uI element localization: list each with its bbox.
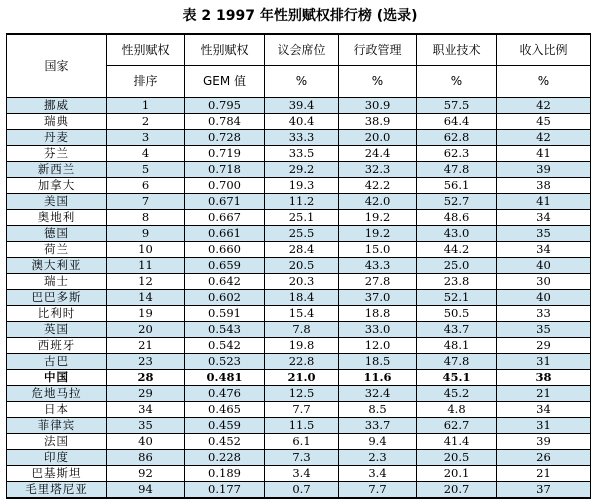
cell-tech-share: 62.3 <box>417 146 497 162</box>
cell-parliament-share: 6.1 <box>265 434 339 450</box>
cell-admin-share: 15.0 <box>339 242 417 258</box>
cell-gem-value: 0.459 <box>185 418 265 434</box>
cell-gem-value: 0.481 <box>185 370 265 386</box>
table-row <box>7 226 591 242</box>
cell-rank: 4 <box>107 146 185 162</box>
cell-parliament-share: 0.7 <box>265 482 339 499</box>
cell-country: 印度 <box>7 450 107 466</box>
table-row <box>7 290 591 306</box>
cell-rank: 34 <box>107 402 185 418</box>
cell-admin-share: 38.9 <box>339 114 417 130</box>
cell-rank: 3 <box>107 130 185 146</box>
cell-income-ratio: 31 <box>497 418 591 434</box>
cell-tech-share: 43.7 <box>417 322 497 338</box>
cell-gem-value: 0.719 <box>185 146 265 162</box>
cell-income-ratio: 30 <box>497 274 591 290</box>
cell-country: 荷兰 <box>7 242 107 258</box>
header-rank-line2: 排序 <box>107 66 185 98</box>
cell-admin-share: 3.4 <box>339 466 417 482</box>
cell-country: 危地马拉 <box>7 386 107 402</box>
cell-rank: 1 <box>107 98 185 114</box>
cell-tech-share: 47.8 <box>417 162 497 178</box>
cell-gem-value: 0.659 <box>185 258 265 274</box>
table-row <box>7 338 591 354</box>
cell-gem-value: 0.542 <box>185 338 265 354</box>
cell-tech-share: 43.0 <box>417 226 497 242</box>
header-parliament-line1: 议会席位 <box>265 34 339 66</box>
cell-country: 毛里塔尼亚 <box>7 482 107 499</box>
cell-income-ratio: 38 <box>497 370 591 386</box>
cell-rank: 5 <box>107 162 185 178</box>
cell-gem-value: 0.543 <box>185 322 265 338</box>
cell-admin-share: 30.9 <box>339 98 417 114</box>
cell-country: 日本 <box>7 402 107 418</box>
cell-country: 奥地利 <box>7 210 107 226</box>
cell-gem-value: 0.602 <box>185 290 265 306</box>
cell-rank: 14 <box>107 290 185 306</box>
table-row <box>7 354 591 370</box>
cell-admin-share: 32.4 <box>339 386 417 402</box>
cell-admin-share: 27.8 <box>339 274 417 290</box>
cell-admin-share: 33.0 <box>339 322 417 338</box>
cell-admin-share: 43.3 <box>339 258 417 274</box>
cell-tech-share: 47.8 <box>417 354 497 370</box>
cell-parliament-share: 7.8 <box>265 322 339 338</box>
cell-rank: 6 <box>107 178 185 194</box>
cell-admin-share: 37.0 <box>339 290 417 306</box>
cell-country: 瑞典 <box>7 114 107 130</box>
cell-gem-value: 0.591 <box>185 306 265 322</box>
header-gem-line1: 性别赋权 <box>185 34 265 66</box>
cell-rank: 20 <box>107 322 185 338</box>
cell-gem-value: 0.661 <box>185 226 265 242</box>
header-income-line2: % <box>497 66 591 98</box>
cell-income-ratio: 41 <box>497 194 591 210</box>
cell-rank: 2 <box>107 114 185 130</box>
cell-income-ratio: 34 <box>497 242 591 258</box>
cell-tech-share: 45.1 <box>417 370 497 386</box>
cell-country: 芬兰 <box>7 146 107 162</box>
cell-country: 巴巴多斯 <box>7 290 107 306</box>
cell-rank: 12 <box>107 274 185 290</box>
cell-parliament-share: 40.4 <box>265 114 339 130</box>
table-row <box>7 98 591 114</box>
cell-tech-share: 62.8 <box>417 130 497 146</box>
cell-income-ratio: 37 <box>497 482 591 499</box>
cell-gem-value: 0.177 <box>185 482 265 499</box>
cell-admin-share: 8.5 <box>339 402 417 418</box>
cell-tech-share: 64.4 <box>417 114 497 130</box>
cell-rank: 19 <box>107 306 185 322</box>
cell-country: 加拿大 <box>7 178 107 194</box>
cell-country: 美国 <box>7 194 107 210</box>
cell-gem-value: 0.784 <box>185 114 265 130</box>
table-body <box>7 98 591 499</box>
cell-rank: 35 <box>107 418 185 434</box>
cell-parliament-share: 12.5 <box>265 386 339 402</box>
cell-tech-share: 52.7 <box>417 194 497 210</box>
table-row <box>7 114 591 130</box>
cell-rank: 7 <box>107 194 185 210</box>
cell-admin-share: 7.7 <box>339 482 417 499</box>
cell-tech-share: 23.8 <box>417 274 497 290</box>
cell-income-ratio: 26 <box>497 450 591 466</box>
table-row <box>7 418 591 434</box>
table-row <box>7 274 591 290</box>
table-row <box>7 194 591 210</box>
cell-income-ratio: 42 <box>497 130 591 146</box>
table-row <box>7 242 591 258</box>
cell-country: 挪威 <box>7 98 107 114</box>
header-gem-line2: GEM 值 <box>185 66 265 98</box>
cell-parliament-share: 29.2 <box>265 162 339 178</box>
cell-tech-share: 50.5 <box>417 306 497 322</box>
cell-rank: 11 <box>107 258 185 274</box>
table-row <box>7 178 591 194</box>
cell-country: 英国 <box>7 322 107 338</box>
table-row <box>7 322 591 338</box>
cell-rank: 92 <box>107 466 185 482</box>
cell-parliament-share: 11.2 <box>265 194 339 210</box>
cell-rank: 23 <box>107 354 185 370</box>
table-row <box>7 466 591 482</box>
cell-parliament-share: 39.4 <box>265 98 339 114</box>
cell-gem-value: 0.671 <box>185 194 265 210</box>
cell-country: 西班牙 <box>7 338 107 354</box>
cell-parliament-share: 28.4 <box>265 242 339 258</box>
header-country: 国家 <box>7 34 107 98</box>
cell-rank: 40 <box>107 434 185 450</box>
cell-gem-value: 0.642 <box>185 274 265 290</box>
table-row <box>7 482 591 499</box>
cell-admin-share: 42.2 <box>339 178 417 194</box>
cell-admin-share: 18.8 <box>339 306 417 322</box>
cell-parliament-share: 11.5 <box>265 418 339 434</box>
cell-income-ratio: 41 <box>497 146 591 162</box>
cell-tech-share: 4.8 <box>417 402 497 418</box>
cell-admin-share: 19.2 <box>339 210 417 226</box>
table-header <box>7 34 591 98</box>
cell-tech-share: 56.1 <box>417 178 497 194</box>
cell-parliament-share: 25.5 <box>265 226 339 242</box>
cell-gem-value: 0.728 <box>185 130 265 146</box>
cell-admin-share: 32.3 <box>339 162 417 178</box>
table-row <box>7 450 591 466</box>
header-parliament-line2: % <box>265 66 339 98</box>
cell-rank: 10 <box>107 242 185 258</box>
cell-admin-share: 24.4 <box>339 146 417 162</box>
table-row <box>7 402 591 418</box>
cell-tech-share: 48.6 <box>417 210 497 226</box>
cell-gem-value: 0.795 <box>185 98 265 114</box>
cell-gem-value: 0.718 <box>185 162 265 178</box>
cell-income-ratio: 39 <box>497 162 591 178</box>
cell-tech-share: 57.5 <box>417 98 497 114</box>
cell-country: 瑞士 <box>7 274 107 290</box>
header-rank-line1: 性别赋权 <box>107 34 185 66</box>
cell-admin-share: 18.5 <box>339 354 417 370</box>
cell-country: 新西兰 <box>7 162 107 178</box>
cell-parliament-share: 33.5 <box>265 146 339 162</box>
table-row <box>7 146 591 162</box>
cell-income-ratio: 21 <box>497 386 591 402</box>
cell-tech-share: 45.2 <box>417 386 497 402</box>
cell-gem-value: 0.228 <box>185 450 265 466</box>
cell-rank: 94 <box>107 482 185 499</box>
cell-parliament-share: 33.3 <box>265 130 339 146</box>
cell-parliament-share: 20.5 <box>265 258 339 274</box>
cell-admin-share: 42.0 <box>339 194 417 210</box>
header-income-line1: 收入比例 <box>497 34 591 66</box>
cell-country: 古巴 <box>7 354 107 370</box>
cell-income-ratio: 45 <box>497 114 591 130</box>
cell-country: 比利时 <box>7 306 107 322</box>
cell-income-ratio: 42 <box>497 98 591 114</box>
cell-admin-share: 19.2 <box>339 226 417 242</box>
cell-parliament-share: 19.3 <box>265 178 339 194</box>
cell-income-ratio: 38 <box>497 178 591 194</box>
table-row <box>7 306 591 322</box>
cell-rank: 9 <box>107 226 185 242</box>
cell-gem-value: 0.667 <box>185 210 265 226</box>
cell-gem-value: 0.700 <box>185 178 265 194</box>
cell-parliament-share: 7.7 <box>265 402 339 418</box>
table-row <box>7 162 591 178</box>
cell-admin-share: 9.4 <box>339 434 417 450</box>
cell-country: 巴基斯坦 <box>7 466 107 482</box>
cell-parliament-share: 22.8 <box>265 354 339 370</box>
cell-income-ratio: 40 <box>497 290 591 306</box>
cell-gem-value: 0.452 <box>185 434 265 450</box>
cell-country: 丹麦 <box>7 130 107 146</box>
table-row <box>7 434 591 450</box>
cell-tech-share: 25.0 <box>417 258 497 274</box>
cell-tech-share: 20.1 <box>417 466 497 482</box>
cell-tech-share: 20.7 <box>417 482 497 499</box>
cell-admin-share: 11.6 <box>339 370 417 386</box>
cell-tech-share: 41.4 <box>417 434 497 450</box>
cell-parliament-share: 7.3 <box>265 450 339 466</box>
cell-country: 德国 <box>7 226 107 242</box>
cell-gem-value: 0.523 <box>185 354 265 370</box>
cell-parliament-share: 19.8 <box>265 338 339 354</box>
table-row <box>7 370 591 386</box>
header-admin-line1: 行政管理 <box>339 34 417 66</box>
header-admin-line2: % <box>339 66 417 98</box>
header-tech-line1: 职业技术 <box>417 34 497 66</box>
cell-parliament-share: 15.4 <box>265 306 339 322</box>
cell-admin-share: 12.0 <box>339 338 417 354</box>
cell-rank: 21 <box>107 338 185 354</box>
cell-admin-share: 2.3 <box>339 450 417 466</box>
table-row <box>7 130 591 146</box>
table-row <box>7 210 591 226</box>
cell-income-ratio: 35 <box>497 322 591 338</box>
table-row <box>7 386 591 402</box>
cell-country: 法国 <box>7 434 107 450</box>
cell-admin-share: 33.7 <box>339 418 417 434</box>
cell-income-ratio: 21 <box>497 466 591 482</box>
cell-admin-share: 20.0 <box>339 130 417 146</box>
cell-income-ratio: 31 <box>497 354 591 370</box>
cell-income-ratio: 35 <box>497 226 591 242</box>
cell-tech-share: 44.2 <box>417 242 497 258</box>
cell-tech-share: 20.5 <box>417 450 497 466</box>
table-caption: 表 2 1997 年性别赋权排行榜 (选录) <box>182 8 418 24</box>
cell-income-ratio: 34 <box>497 402 591 418</box>
cell-income-ratio: 40 <box>497 258 591 274</box>
cell-gem-value: 0.476 <box>185 386 265 402</box>
cell-country: 中国 <box>7 370 107 386</box>
cell-parliament-share: 20.3 <box>265 274 339 290</box>
cell-tech-share: 62.7 <box>417 418 497 434</box>
cell-income-ratio: 33 <box>497 306 591 322</box>
cell-rank: 29 <box>107 386 185 402</box>
cell-country: 菲律宾 <box>7 418 107 434</box>
cell-income-ratio: 34 <box>497 210 591 226</box>
cell-tech-share: 52.1 <box>417 290 497 306</box>
gem-ranking-table <box>6 33 591 499</box>
cell-parliament-share: 18.4 <box>265 290 339 306</box>
cell-parliament-share: 21.0 <box>265 370 339 386</box>
cell-income-ratio: 39 <box>497 434 591 450</box>
cell-gem-value: 0.189 <box>185 466 265 482</box>
header-row <box>7 34 591 66</box>
cell-income-ratio: 29 <box>497 338 591 354</box>
cell-parliament-share: 25.1 <box>265 210 339 226</box>
cell-rank: 8 <box>107 210 185 226</box>
cell-rank: 86 <box>107 450 185 466</box>
header-tech-line2: % <box>417 66 497 98</box>
cell-rank: 28 <box>107 370 185 386</box>
cell-tech-share: 48.1 <box>417 338 497 354</box>
table-row <box>7 258 591 274</box>
cell-parliament-share: 3.4 <box>265 466 339 482</box>
cell-gem-value: 0.660 <box>185 242 265 258</box>
cell-country: 澳大利亚 <box>7 258 107 274</box>
cell-gem-value: 0.465 <box>185 402 265 418</box>
